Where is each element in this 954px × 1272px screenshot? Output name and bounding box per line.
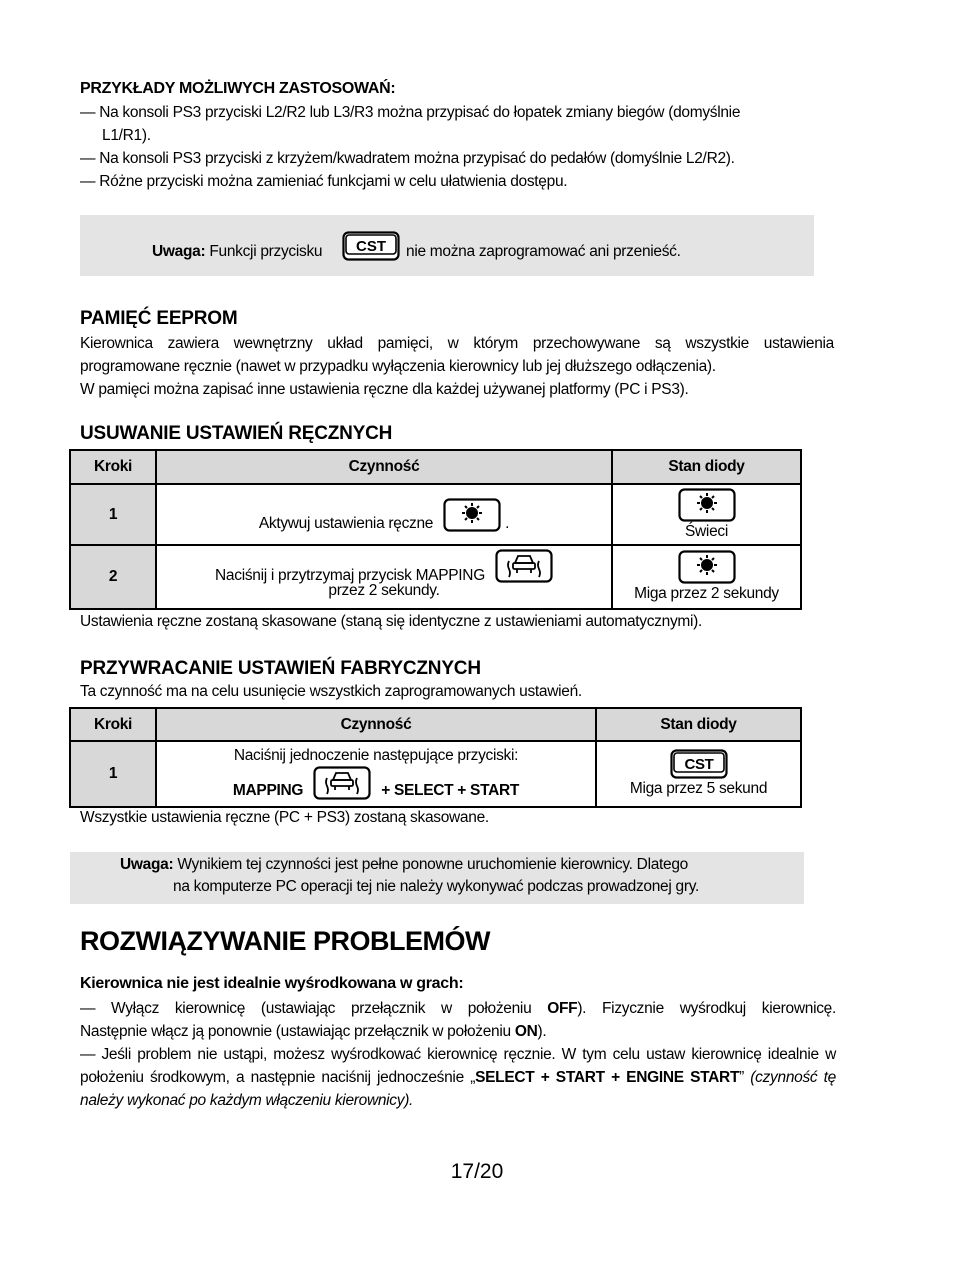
eeprom-text [80,332,834,401]
note-text [152,243,322,261]
note-label: Uwaga: [152,243,206,260]
note-box [80,215,814,276]
factory-table [69,707,802,808]
page-number: 17/20 [450,1160,504,1183]
col-steps: Kroki [70,708,156,741]
eeprom-line: programowane ręcznie (nawet w przypadku wyłączenia kierownicy lub jej dłuższego odłączenia). [80,358,716,375]
cst-button-icon [670,749,728,779]
col-action: Czynność [156,450,612,484]
col-led: Stan diody [612,450,801,484]
factory-intro: Ta czynność ma na celu usunięcie wszystkich zaprogramowanych ustawień. [80,683,582,700]
warning-box [70,852,804,904]
list-item: — Różne przyciski można zamieniać funkcjami w celu ułatwienia dostępu. [80,173,568,190]
step-number: 1 [70,484,156,545]
list-item: L1/R1). [102,127,151,144]
action-text: Naciśnij i przytrzymaj przycisk MAPPING [215,567,485,585]
col-led: Stan diody [596,708,801,741]
troubleshooting-text [80,997,836,1112]
examples-title: PRZYKŁADY MOŻLIWYCH ZASTOSOWAŃ: [80,80,396,97]
mapping-button-icon [313,766,371,800]
examples-list [80,101,840,193]
note-after: nie można zaprogramować ani przenieść. [406,243,681,260]
factory-title: PRZYWRACANIE USTAWIEŃ FABRYCZNYCH [80,658,481,679]
table-row [70,741,801,807]
led-state: Świeci [685,522,728,540]
table-row [70,545,801,609]
warning-text [120,854,699,898]
led-cell [612,545,801,609]
factory-footer: Wszystkie ustawienia ręczne (PC + PS3) zostaną skasowane. [80,809,489,826]
remove-title: USUWANIE USTAWIEŃ RĘCZNYCH [80,423,393,444]
eeprom-line: Kierownica zawiera wewnętrzny układ pamięci, w którym przechowywane są wszystkie ustawienia [80,335,834,352]
warning-label: Uwaga: [120,856,174,873]
cst-button-icon [342,231,400,261]
mapping-button-icon [495,549,553,583]
action-cell [156,484,612,545]
eeprom-title: PAMIĘĆ EEPROM [80,308,238,329]
led-state: Miga przez 2 sekundy [634,585,779,602]
led-icon [678,550,736,584]
led-state: Miga przez 5 sekund [629,780,768,797]
paragraph-1: — Wyłącz kierownicę (ustawiając przełącznik w położeniu OFF). Fizycznie wyśrodkuj kierownicę. [80,1000,836,1017]
led-icon [678,488,736,522]
action-text: Aktywuj ustawienia ręczne [258,514,434,532]
table-row [70,484,801,545]
remove-table [69,449,802,610]
step-number: 2 [70,545,156,609]
troubleshooting-title: ROZWIĄZYWANIE PROBLEMÓW [80,926,490,956]
action-text: Naciśnij jednoczenie następujące przyciski: [233,747,519,764]
step-number: 1 [70,741,156,807]
led-cell [612,484,801,545]
paragraph-2: — Jeśli problem nie ustąpi, możesz wyśrodkować kierownicę ręcznie. W tym celu ustaw kierownicę idealnie w położeniu środkowym, a następnie naciśnij jednocześnie „SELECT + START + ENGINE START” (czynność tę należy wykonać po każdym włączeniu kierownicy). [80,1046,837,1109]
list-item: — Na konsoli PS3 przyciski L2/R2 lub L3/R3 można przypisać do łopatek zmiany biegów (domyślnie [80,104,741,121]
note-before: Funkcji przycisku [209,243,323,260]
action-cell [156,741,596,807]
mapping-label: MAPPING [232,782,304,800]
manual-settings-icon [443,498,501,532]
paragraph-1b: Następnie włącz ją ponownie (ustawiając przełącznik w położeniu ON). [80,1023,547,1040]
warning-line-2: na komputerze PC operacji tej nie należy wykonywać podczas prowadzonej gry. [173,878,700,895]
eeprom-line: W pamięci można zapisać inne ustawienia ręczne dla każdej używanej platformy (PC i PS3). [80,381,689,398]
list-item: — Na konsoli PS3 przyciski z krzyżem/kwadratem można przypisać do pedałów (domyślnie L2/R2). [80,150,735,167]
select-start-label: + SELECT + START [381,782,520,800]
remove-footer: Ustawienia ręczne zostaną skasowane (staną się identyczne z ustawieniami automatycznymi). [80,613,703,630]
warning-line-1: Wynikiem tej czynności jest pełne ponowne uruchomienie kierownicy. Dlatego [177,856,689,873]
led-cell [596,741,801,807]
action-text-2: przez 2 sekundy. [328,582,440,599]
action-end: . [505,514,510,532]
col-action: Czynność [156,708,596,741]
action-cell [156,545,612,609]
col-steps: Kroki [70,450,156,484]
troubleshooting-subtitle: Kierownica nie jest idealnie wyśrodkowana w grach: [80,975,464,992]
